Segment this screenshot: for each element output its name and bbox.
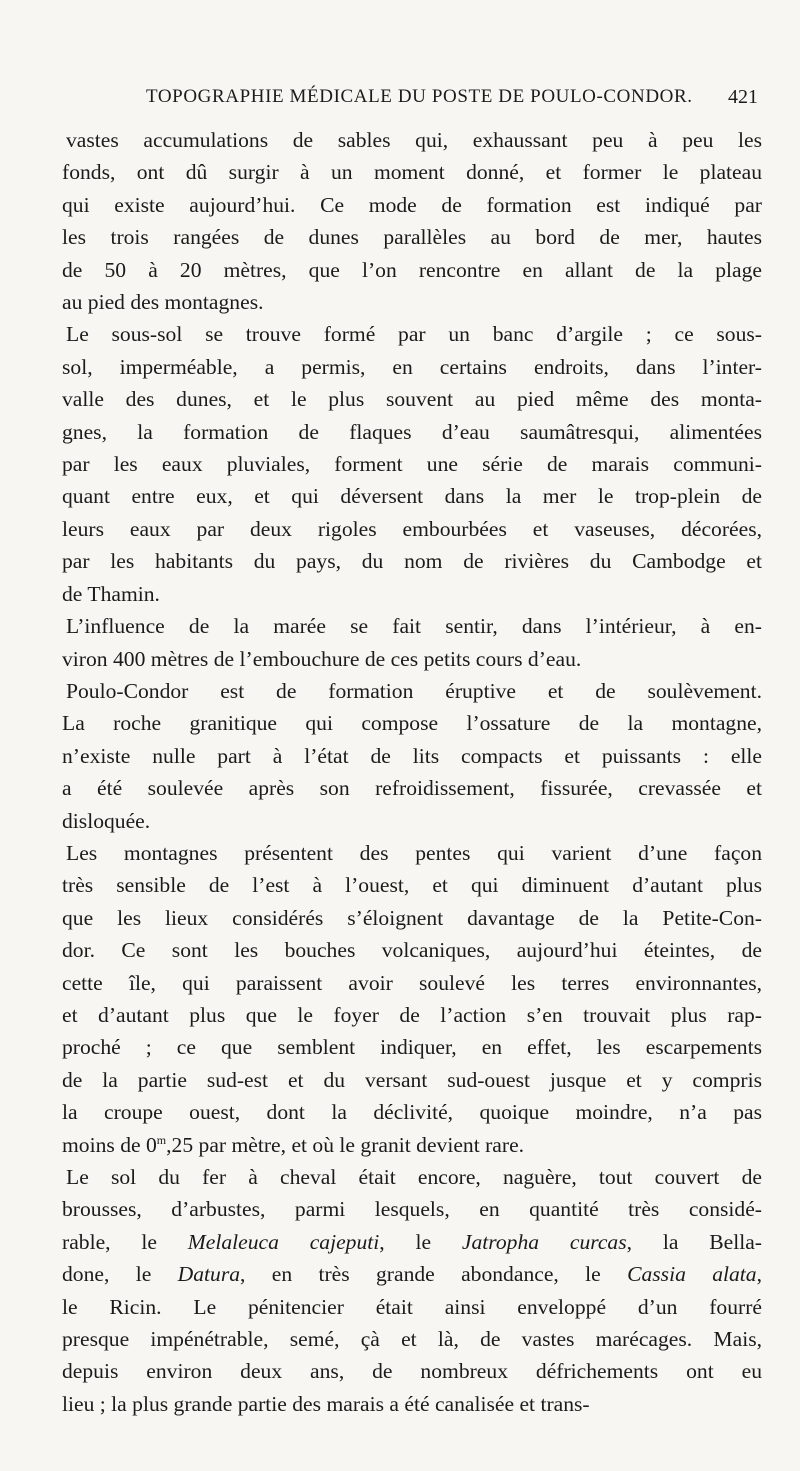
text-line: cette île, qui paraissent avoir soulevé les terres environnantes,	[62, 970, 762, 995]
text-line: les trois rangées de dunes parallèles au bord de mer, hautes	[62, 225, 762, 250]
text-line: au pied des montagnes.	[62, 290, 264, 315]
text-line: n’existe nulle part à l’état de lits compacts et puissants : elle	[62, 743, 762, 768]
text-line: Le sol du fer à cheval était encore, naguère, tout couvert de	[66, 1165, 762, 1189]
paragraph	[62, 124, 762, 318]
text-line: Le sous-sol se trouve formé par un banc d’argile ; ce sous-	[66, 322, 762, 347]
text-line: rable, le Melaleuca cajeputi, le Jatropha curcas, la Bella-	[62, 1229, 762, 1254]
text-line: brousses, d’arbustes, parmi lesquels, en quantité très considé-	[62, 1197, 762, 1222]
text-line: presque impénétrable, semé, çà et là, de vastes marécages. Mais,	[62, 1327, 762, 1352]
text-line: disloquée.	[62, 808, 151, 833]
text-line: par les eaux pluviales, forment une série de marais communi-	[62, 452, 762, 477]
text-line: de la partie sud-est et du versant sud-ouest jusque et y compris	[62, 1067, 762, 1092]
paragraph	[62, 318, 762, 610]
text-line: proché ; ce que semblent indiquer, en effet, les escarpements	[62, 1035, 762, 1060]
page-header	[62, 86, 758, 116]
text-line: viron 400 mètres de l’embouchure de ces petits cours d’eau.	[62, 646, 582, 671]
text-line: qui existe aujourd’hui. Ce mode de formation est indiqué par	[62, 192, 762, 217]
text-line: très sensible de l’est à l’ouest, et qui diminuent d’autant plus	[62, 873, 762, 898]
paragraph	[62, 675, 762, 837]
text-line: depuis environ deux ans, de nombreux défrichements ont eu	[62, 1359, 762, 1384]
paragraph	[62, 1161, 762, 1420]
text-line: Les montagnes présentent des pentes qui varient d’une façon	[66, 840, 762, 865]
text-line: le Ricin. Le pénitencier était ainsi enveloppé d’un fourré	[62, 1294, 762, 1319]
text-line: La roche granitique qui compose l’ossature de la montagne,	[62, 711, 762, 736]
text-line: lieu ; la plus grande partie des marais a été canalisée et trans-	[62, 1391, 590, 1416]
text-line: moins de 0$^m$,25 par mètre, et où le granit devient rare.	[62, 1132, 525, 1157]
running-title: TOPOGRAPHIE MÉDICALE DU POSTE DE POULO-CONDOR.	[146, 86, 693, 107]
text-line: et d’autant plus que le foyer de l’action s’en trouvait plus rap-	[62, 1002, 762, 1027]
text-line: que les lieux considérés s’éloignent davantage de la Petite-Con-	[62, 905, 762, 930]
text-line: de 50 à 20 mètres, que l’on rencontre en allant de la plage	[62, 257, 762, 282]
paragraph	[62, 837, 762, 1161]
text-line: vastes accumulations de sables qui, exhaussant peu à peu les	[66, 128, 762, 152]
text-line: la croupe ouest, dont la déclivité, quoique moindre, n’a pas	[62, 1100, 762, 1125]
text-line: gnes, la formation de flaques d’eau saumâtresqui, alimentées	[62, 419, 762, 444]
text-line: leurs eaux par deux rigoles embourbées et vaseuses, décorées,	[62, 516, 762, 541]
text-line: dor. Ce sont les bouches volcaniques, aujourd’hui éteintes, de	[62, 938, 762, 963]
text-line: de Thamin.	[62, 581, 160, 606]
text-line: fonds, ont dû surgir à un moment donné, et former le plateau	[62, 160, 762, 185]
text-line: L’influence de la marée se fait sentir, dans l’intérieur, à en-	[66, 614, 762, 639]
page-number: 421	[728, 86, 758, 108]
text-line: done, le Datura, en très grande abondance, le Cassia alata,	[62, 1262, 762, 1287]
text-line: valle des dunes, et le plus souvent au pied même des monta-	[62, 387, 762, 412]
text-line: quant entre eux, et qui déversent dans la mer le trop-plein de	[62, 484, 762, 509]
text-line: Poulo-Condor est de formation éruptive et de soulèvement.	[66, 678, 762, 703]
body-text	[62, 124, 762, 1420]
text-line: a été soulevée après son refroidissement, fissurée, crevassée et	[62, 776, 762, 801]
paragraph	[62, 610, 762, 675]
text-line: sol, imperméable, a permis, en certains endroits, dans l’inter-	[62, 354, 762, 379]
text-line: par les habitants du pays, du nom de rivières du Cambodge et	[62, 549, 762, 574]
